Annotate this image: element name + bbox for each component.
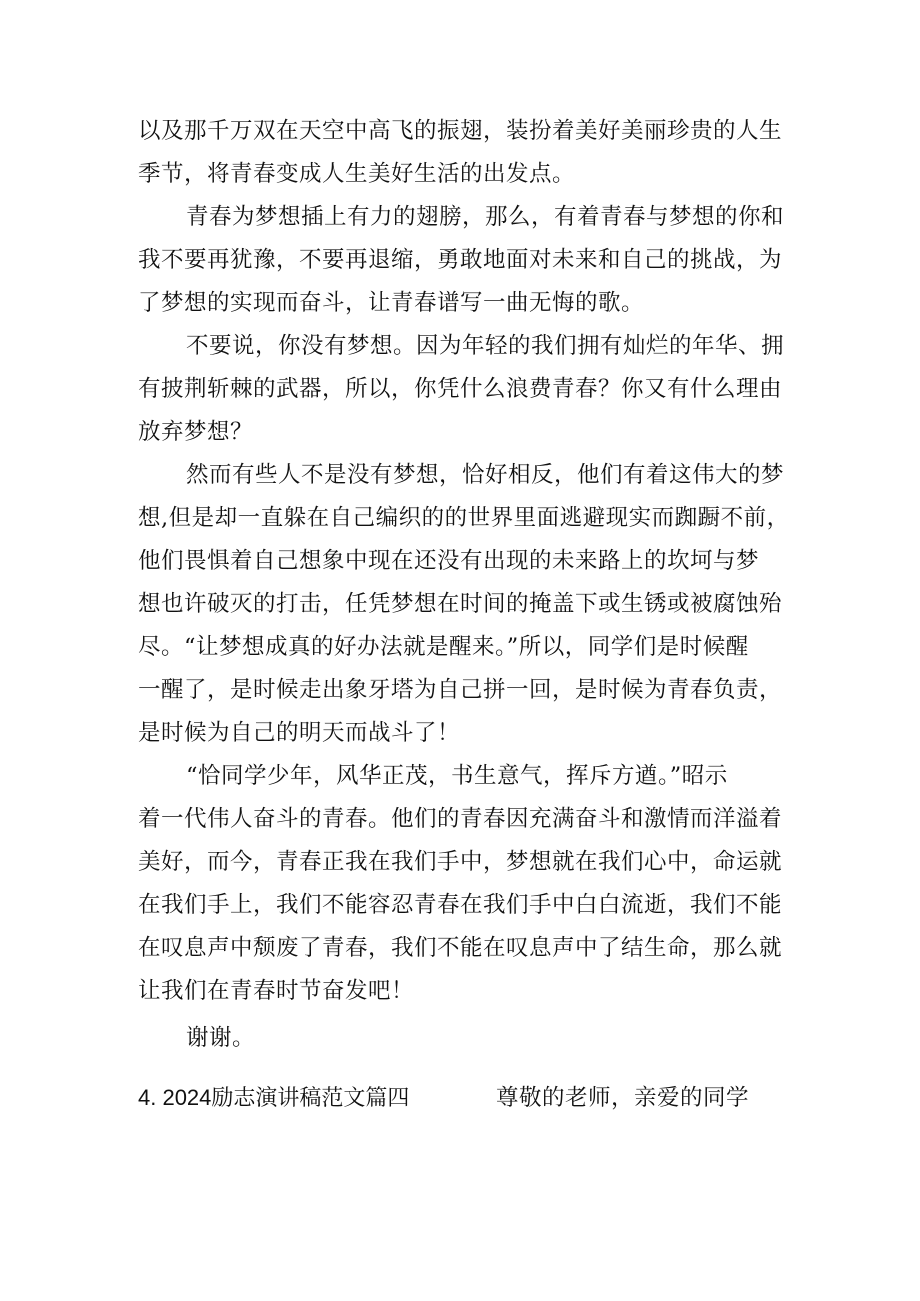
text-line: 在叹息声中颓废了青春，我们不能在叹息声中了结生命，那么就	[138, 935, 783, 961]
text-line: 青春为梦想插上有力的翅膀，那么，有着青春与梦想的你和	[186, 204, 785, 230]
text-line: 一醒了，是时候走出象牙塔为自己拼一回，是时候为青春负责，	[138, 677, 783, 703]
text-line: 季节，将青春变成人生美好生活的出发点。	[138, 161, 576, 187]
text-line: 不要说，你没有梦想。因为年轻的我们拥有灿烂的年华、拥	[186, 333, 785, 359]
text-line: 想也许破灭的打击，任凭梦想在时间的掩盖下或生锈或被腐蚀殆	[138, 591, 783, 617]
text-line: 谢谢。	[186, 1025, 256, 1051]
text-line: 想,但是却一直躲在自己编织的的世界里面逃避现实而踟蹰不前，	[138, 505, 790, 531]
text-line: 有披荆斩棘的武器，所以，你凭什么浪费青春？你又有什么理由	[138, 376, 783, 402]
text-line: 了梦想的实现而奋斗，让青春谱写一曲无悔的歌。	[138, 290, 645, 316]
text-line: 着一代伟人奋斗的青春。他们的青春因充满奋斗和激情而洋溢着	[138, 806, 783, 832]
text-line: 我不要再犹豫，不要再退缩，勇敢地面对未来和自己的挑战，为	[138, 247, 783, 273]
text-line: 他们畏惧着自己想象中现在还没有出现的未来路上的坎坷与梦	[138, 548, 760, 574]
text-line: 是时候为自己的明天而战斗了！	[138, 720, 461, 746]
text-line: 在我们手上，我们不能容忍青春在我们手中白白流逝，我们不能	[138, 892, 783, 918]
section-heading: 4. 2024励志演讲稿范文篇四	[138, 1085, 410, 1110]
text-line: 放弃梦想？	[138, 419, 254, 445]
text-line: 让我们在青春时节奋发吧！	[138, 978, 415, 1004]
section-heading-tail: 尊敬的老师，亲爱的同学	[496, 1085, 750, 1111]
text-line: 美好，而今，青春正我在我们手中，梦想就在我们心中，命运就	[138, 849, 783, 875]
text-line: 然而有些人不是没有梦想，恰好相反，他们有着这伟大的梦	[186, 462, 785, 488]
text-line: 尽。“让梦想成真的好办法就是醒来。”所以，同学们是时候醒	[138, 634, 749, 660]
text-line: 以及那千万双在天空中高飞的振翅，装扮着美好美丽珍贵的人生	[138, 118, 783, 144]
text-line: “恰同学少年，风华正茂，书生意气，挥斥方遒。”昭示	[186, 763, 728, 789]
